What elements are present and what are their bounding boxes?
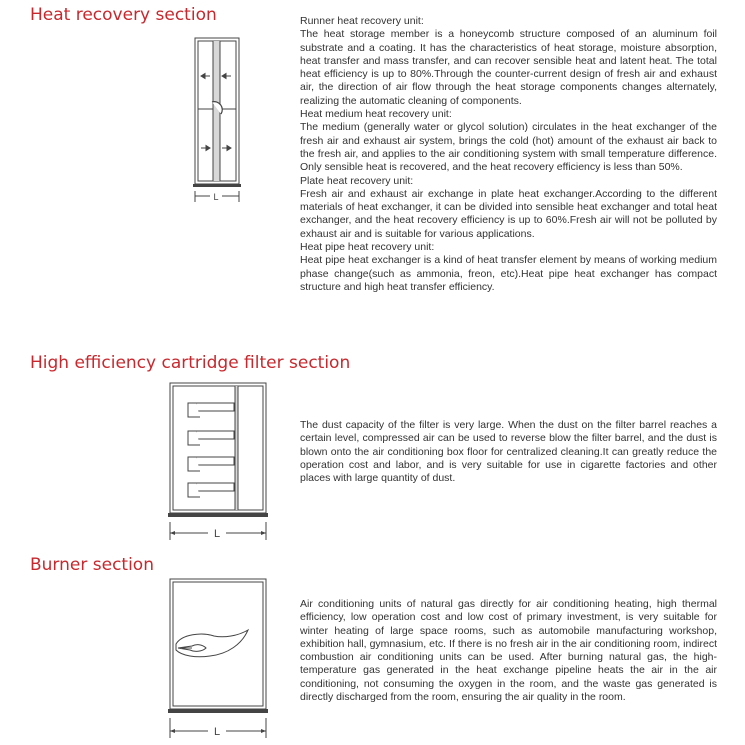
base-rail [168,709,268,713]
paragraph: Heat pipe heat recovery unit: [300,241,435,254]
paragraph: Heat pipe heat exchanger is a kind of heat transfer element by means of working medium phase change(such as ammonia, freon, etc).Heat pipe heat exchanger has compact structure and high heat transfer efficiency. [300,254,717,293]
heat-recovery-title: Heat recovery section [30,5,217,25]
heat-recovery-description [300,15,717,294]
paragraph: Plate heat recovery unit: [300,174,414,187]
paragraph: The heat storage member is a honeycomb structure composed of an aluminum foil substrate and a coating. It has the characteristics of heat storage, moisture absorption, heat transfer and mass transfer, and can recover sensible heat and latent heat. The total heat efficiency is up to 80%.Through the counter-current design of fresh air and exhaust air, the direction of air flow through the heat storage components changes alternately, realizing the automatic cleaning of components. [300,28,717,107]
burner-diagram [166,578,270,742]
dimension-label: L [213,726,221,738]
burner-description [300,598,717,704]
dimension-label: L [213,528,221,540]
paragraph: The medium (generally water or glycol solution) circulates in the heat exchanger of the fresh air and exhaust air system, brings the cold (hot) amount of the exhaust air back to the fresh air, and applies to the air conditioning system with small temperature difference. Only sensible heat is recovered, and the heat recovery efficiency is less than 50%. [300,121,717,174]
paragraph: Heat medium heat recovery unit: [300,108,452,121]
burner-title: Burner section [30,555,154,575]
cartridge-filter-diagram [166,382,270,542]
paragraph: Fresh air and exhaust air exchange in plate heat exchanger.According to the different materials of heat exchanger, it can be divided into sensible heat exchanger and total heat exchanger, and the heat recovery efficiency is up to 60%.Fresh air will not be polluted by exhaust air and is suitable for various applications. [300,187,717,240]
paragraph: The dust capacity of the filter is very large. When the dust on the filter barrel reaches a certain level, compressed air can be used to reverse blow the filter barrel, and the dust is blown onto the air conditioning box floor for centralized cleaning.It can greatly reduce the operation cost and labor, and is very suitable for use in cigarette factories and other places with large quantity of dust. [300,419,717,485]
flame-icon [176,630,248,657]
base-rail [193,184,241,187]
base-rail [168,513,268,517]
filter-cartridges [188,403,234,497]
paragraph: Air conditioning units of natural gas directly for air conditioning heating, high thermal efficiency, low operation cost and low cost of primary investment, is very suitable for winter heating of large space rooms, such as automobile manufacturing workshop, exhibition hall, gymnasium, etc. If there is no fresh air in the air conditioning room, indirect combustion air conditioning units can be used. After burning natural gas, the high-temperature gas generated in the heat exchange pipeline heats the air in the air conditioning, not consuming the oxygen in the room, and the waste gas generated is directly discharged from the room, ensuring the air quality in the room. [300,598,717,704]
dimension-label: L [213,192,219,202]
heat-recovery-diagram [190,36,246,204]
cartridge-filter-description [300,419,717,485]
paragraph: Runner heat recovery unit: [300,15,424,27]
cartridge-filter-title: High efficiency cartridge filter section [30,353,351,373]
